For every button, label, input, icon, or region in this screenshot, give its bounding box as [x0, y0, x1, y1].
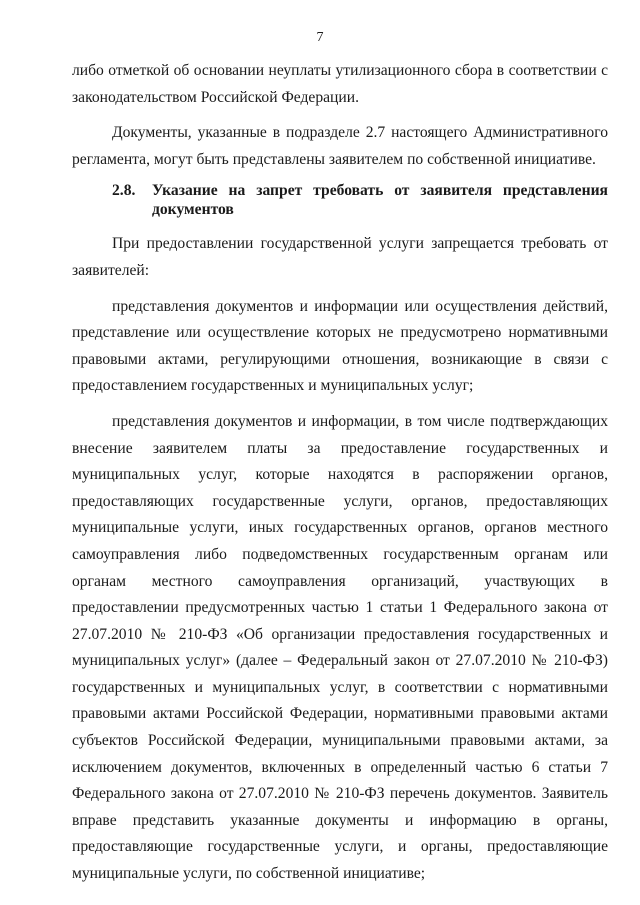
paragraph-continuation: либо отметкой об основании неуплаты утилизационного сбора в соответствии с законодательством Российской Федерации.: [72, 62, 608, 106]
page-number: 7: [316, 30, 324, 45]
section-number: 2.8.: [112, 182, 136, 200]
paragraph-prohibition-intro: При предоставлении государственной услуги запрещается требовать от заявителей:: [72, 235, 608, 279]
paragraph-documents-initiative: Документы, указанные в подразделе 2.7 настоящего Административного регламента, могут быть представлены заявителем по собственной инициативе.: [72, 124, 608, 168]
section-title: Указание на запрет требовать от заявителя представления документов: [152, 182, 608, 219]
page-content: [72, 58, 608, 888]
section-heading: [72, 181, 608, 219]
paragraph-prohibition-item-2: представления документов и информации, в том числе подтверждающих внесение заявителем платы за предоставление государственных и муниципальных услуг, которые находятся в распоряжении органов, предоставляющих государственные услуги, органов, предоставляющих муниципальные услуги, иных государственных органов, органов местного самоуправления либо подведомственных государственным органам или органам местного самоуправления организаций, участвующих в предоставлении предусмотренных частью 1 статьи 1 Федерального закона от 27.07.2010 № 210-ФЗ «Об организации предоставления государственных и муниципальных услуг» (далее – Федеральный закон от 27.07.2010 № 210-ФЗ) государственных и муниципальных услуг, в соответствии с нормативными правовыми актами Российской Федерации, нормативными правовыми актами субъектов Российской Федерации, муниципальными правовыми актами, за исключением документов, включенных в определенный частью 6 статьи 7 Федерального закона от 27.07.2010 № 210-ФЗ перечень документов. Заявитель вправе представить указанные документы и информацию в органы, предоставляющие государственные услуги, и органы, предоставляющие муниципальные услуги, по собственной инициативе;: [72, 412, 608, 883]
paragraph-prohibition-item-1: представления документов и информации или осуществления действий, представление или осуществление которых не предусмотрено нормативными правовыми актами, регулирующими отношения, возникающие в связи с предоставлением государственных и муниципальных услуг;: [72, 297, 608, 395]
